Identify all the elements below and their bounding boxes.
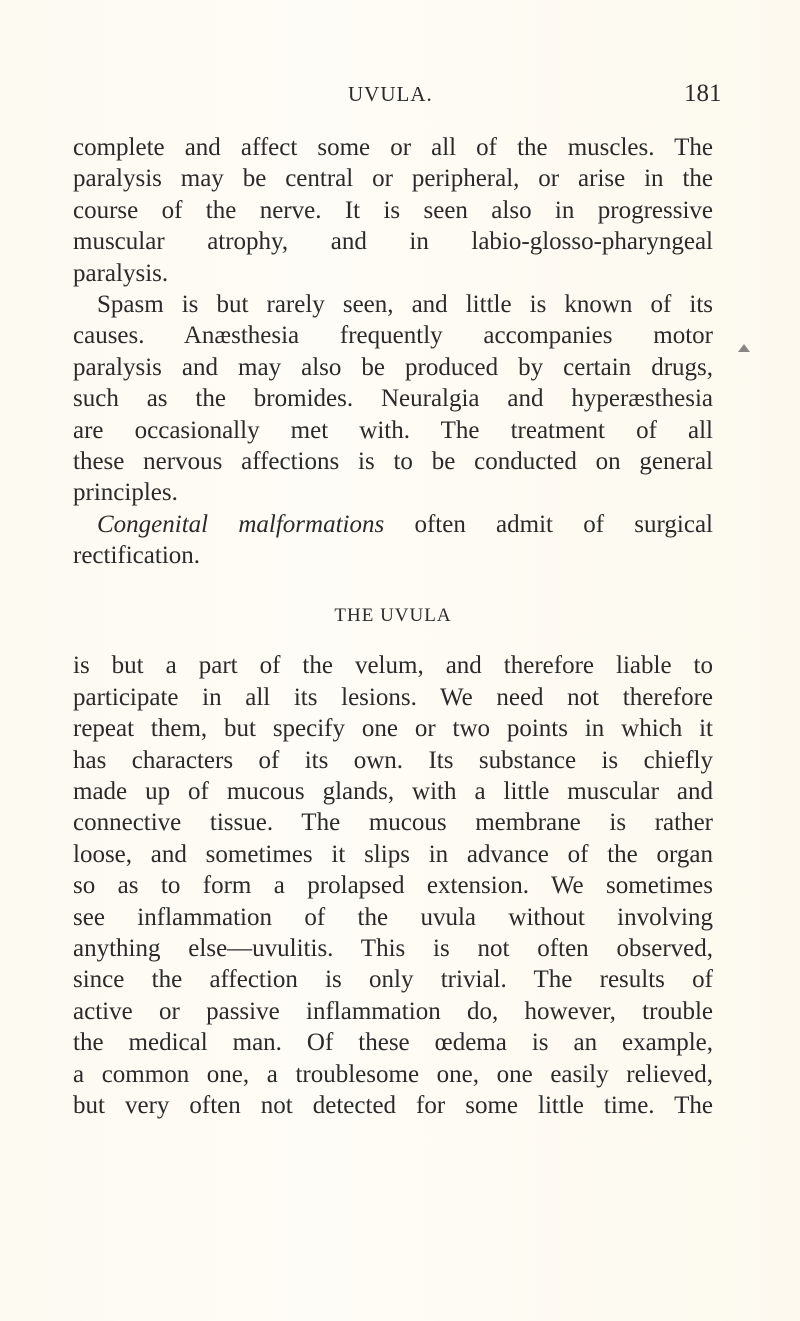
running-title: UVULA. (348, 82, 433, 106)
text-line: has characters of its own. Its substance is chiefly (73, 746, 713, 774)
text-line: paralysis may be central or peripheral, or arise in the (73, 165, 713, 193)
paragraph-3 (73, 509, 713, 572)
text-line: participate in all its lesions. We need not therefore (73, 683, 713, 711)
text-line: Spasm is but rarely seen, and little is known of its (97, 290, 713, 318)
text-line: these nervous affections is to be conducted on general (73, 447, 713, 475)
text-line (73, 509, 713, 540)
text-line: rectification. (73, 542, 201, 570)
text-line: paralysis and may also be produced by certain drugs, (73, 353, 713, 381)
text-line: course of the nerve. It is seen also in progressive (73, 196, 713, 224)
text-line: such as the bromides. Neuralgia and hyperæsthesia (73, 385, 713, 413)
text-line: complete and affect some or all of the muscles. The (73, 134, 713, 161)
text-line: paralysis. (73, 259, 169, 287)
text-line: is but a part of the velum, and therefore liable to (73, 652, 713, 680)
text-line: muscular atrophy, and in labio-glosso-pharyngeal (73, 228, 713, 256)
text-line: repeat them, but specify one or two points in which it (73, 715, 713, 743)
text-line: see inflammation of the uvula without involving (73, 903, 713, 931)
text-line: causes. Anæsthesia frequently accompanies motor (73, 322, 713, 350)
text-line: a common one, a troublesome one, one easily relieved, (73, 1060, 713, 1088)
text-line: but very often not detected for some little time. The (73, 1091, 713, 1119)
text-line: so as to form a prolapsed extension. We sometimes (73, 872, 713, 900)
text-line: principles. (73, 479, 178, 507)
paragraph-4 (73, 650, 713, 1121)
text-fragment: often admit of surgical (384, 510, 713, 538)
text-line: loose, and sometimes it slips in advance of the organ (73, 840, 713, 868)
text-line: are occasionally met with. The treatment of all (73, 416, 713, 444)
text-line: anything else—uvulitis. This is not often observed, (73, 934, 713, 962)
text-line: since the affection is only trivial. The results of (73, 966, 713, 994)
text-line: connective tissue. The mucous membrane is rather (73, 809, 713, 837)
paragraph-2 (73, 289, 713, 509)
body-text (73, 132, 713, 1121)
page-number: 181 (684, 80, 722, 107)
paragraph-1 (73, 132, 713, 289)
running-head (0, 78, 800, 108)
text-line: the medical man. Of these œdema is an example, (73, 1029, 713, 1057)
text-line: made up of mucous glands, with a little muscular and (73, 778, 713, 806)
italic-phrase: Congenital malformations (97, 510, 385, 538)
margin-mark-icon (738, 344, 750, 352)
section-heading: THE UVULA (334, 605, 452, 627)
text-line: active or passive inflammation do, however, trouble (73, 997, 713, 1025)
